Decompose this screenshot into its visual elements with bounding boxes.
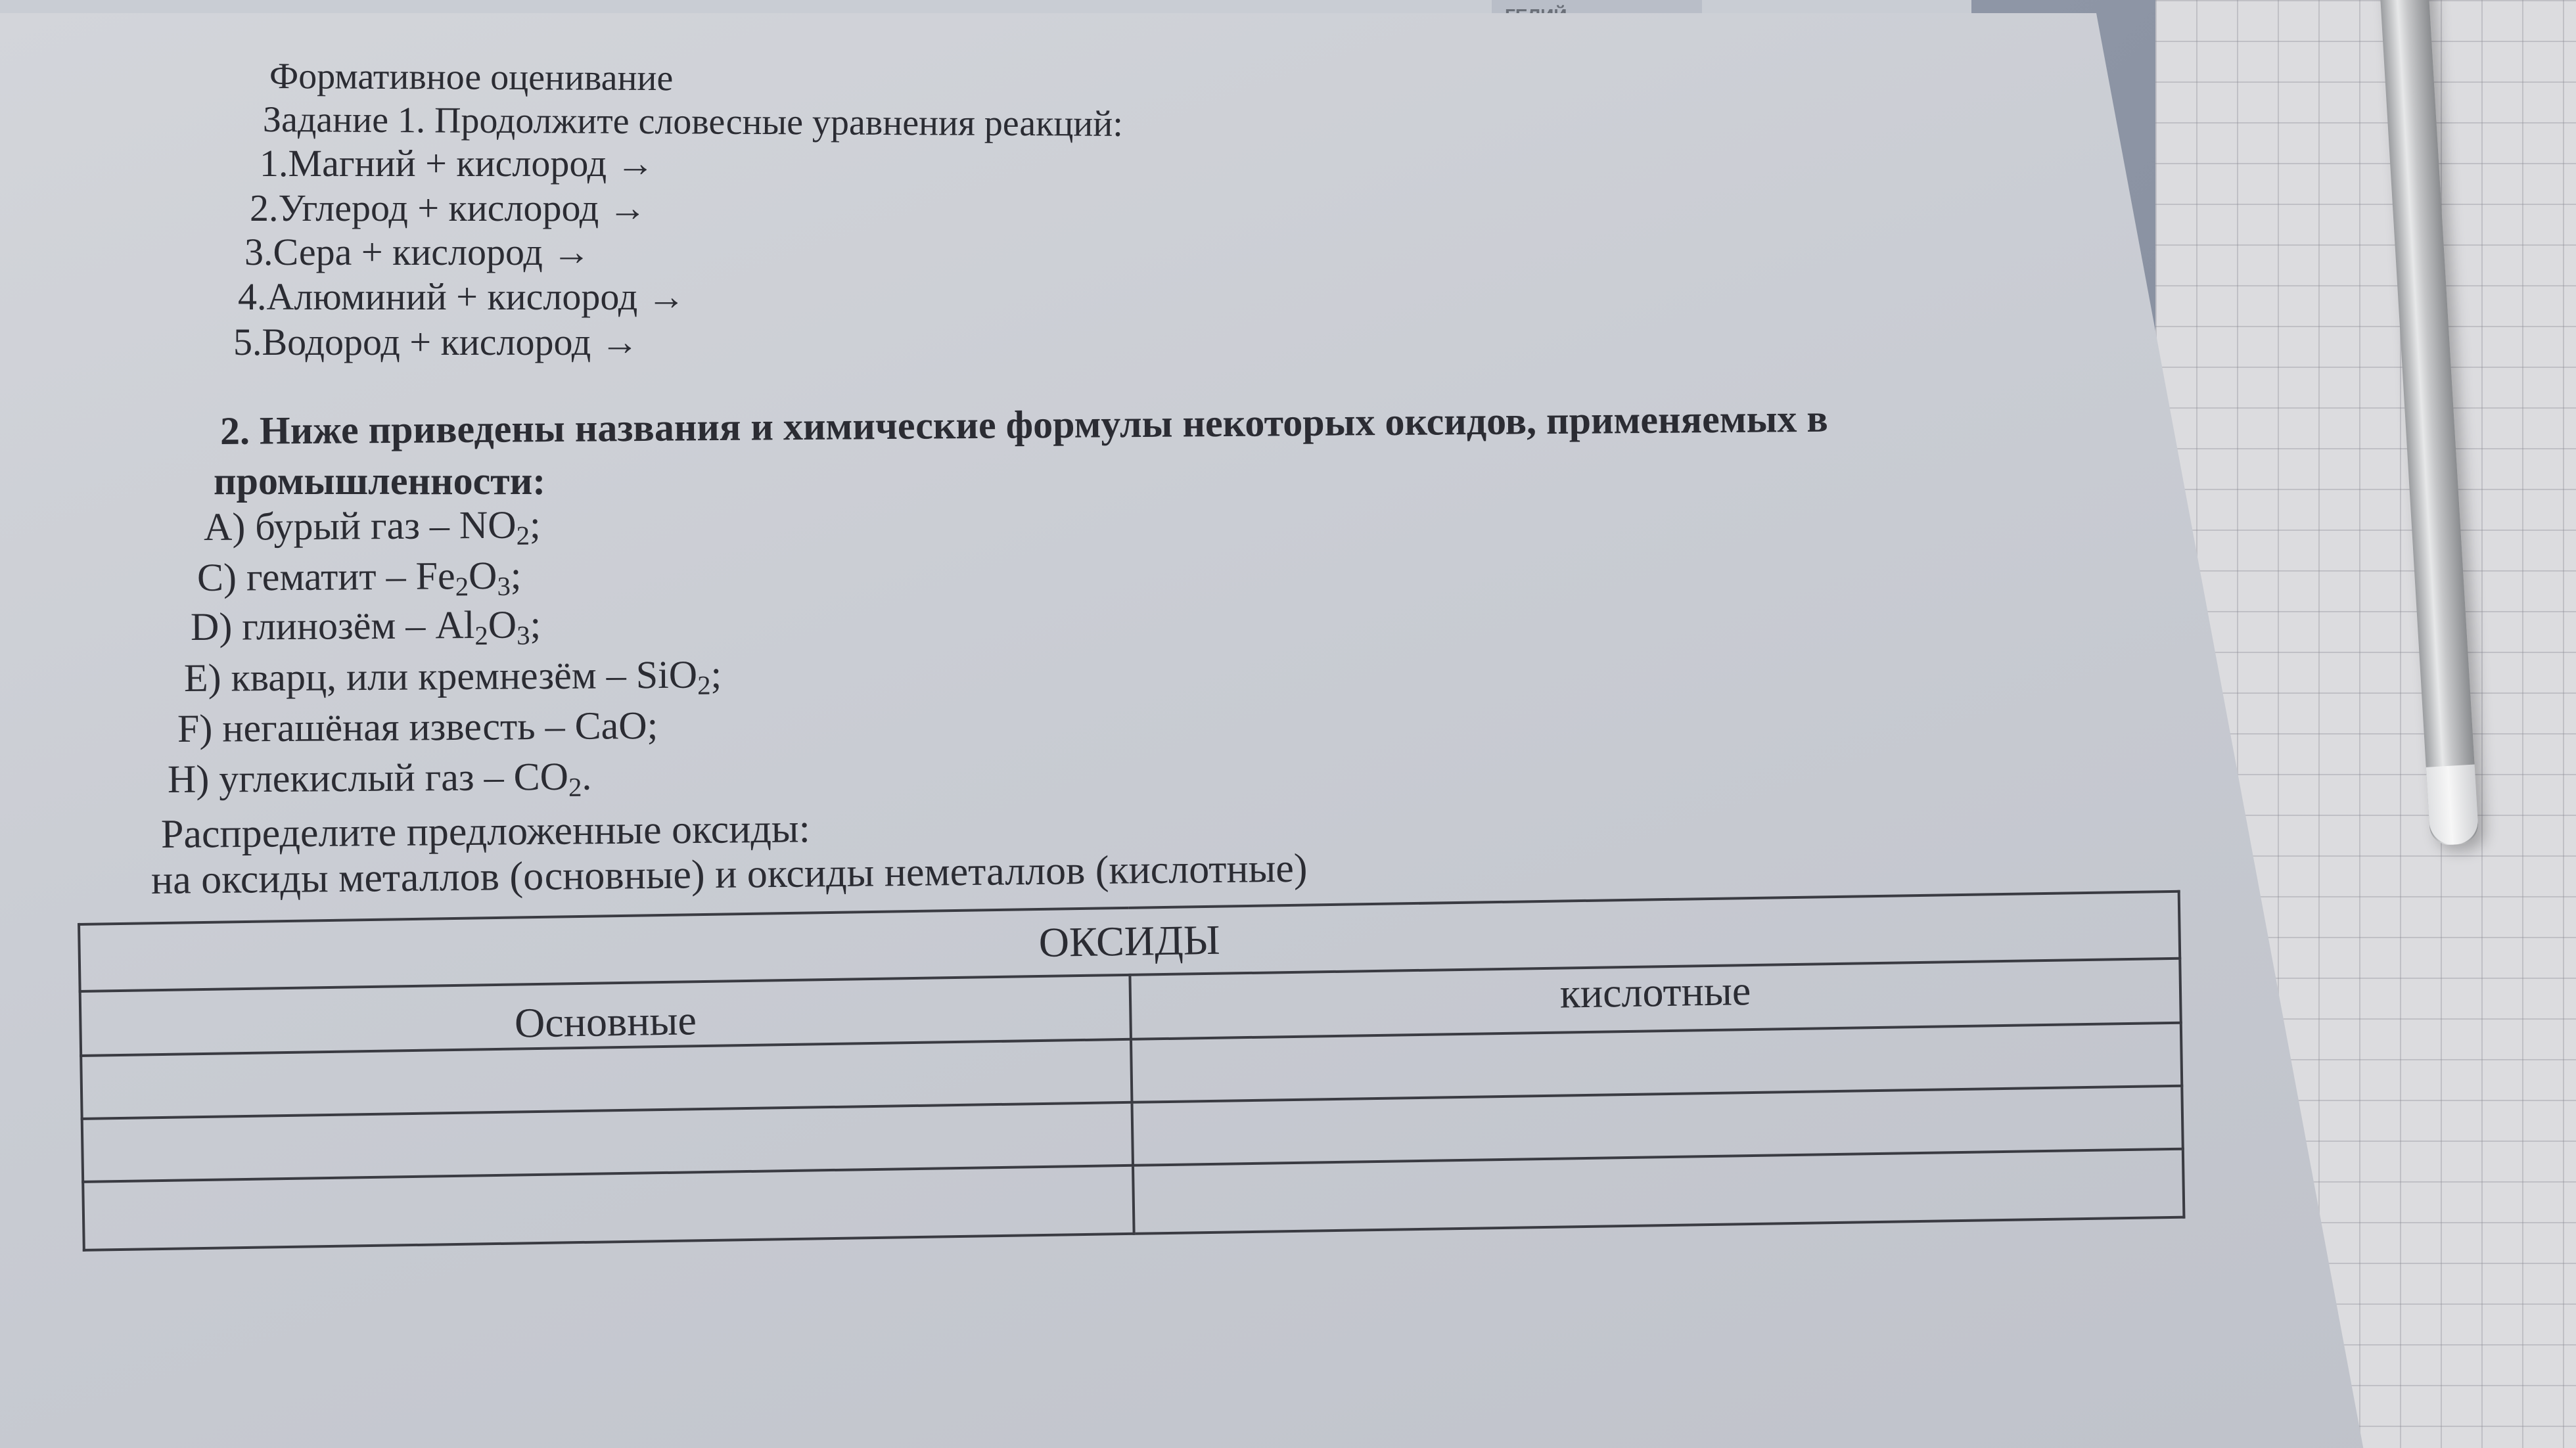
task1-item: 3.Сера + кислород → bbox=[244, 231, 591, 273]
oxide-formula bbox=[574, 704, 658, 748]
formula-text: ; bbox=[510, 553, 522, 597]
formula-text: NO bbox=[459, 503, 517, 547]
oxide-name: E) кварц, или кремнезём – bbox=[183, 653, 636, 700]
formula-subscript: 2 bbox=[568, 772, 582, 802]
formula-text: ; bbox=[710, 652, 722, 696]
formula-text: . bbox=[582, 754, 592, 798]
formula-subscript: 2 bbox=[474, 621, 488, 651]
formula-text: ; bbox=[529, 503, 541, 547]
formula-text: ; bbox=[530, 602, 541, 646]
oxides-table-wrapper bbox=[78, 890, 2186, 1291]
formula-text: O bbox=[488, 602, 517, 646]
oxide-name: H) углекислый газ – bbox=[167, 755, 514, 801]
worksheet-title: Формативное оценивание bbox=[269, 56, 674, 99]
table-title: ОКСИДЫ bbox=[79, 892, 2180, 991]
oxide-item bbox=[184, 652, 722, 704]
formula-subscript: 2 bbox=[697, 670, 711, 700]
oxide-item bbox=[177, 703, 658, 752]
column-header-basic: Основные bbox=[80, 975, 1131, 1056]
oxide-formula bbox=[435, 602, 541, 651]
formula-subscript: 2 bbox=[516, 520, 530, 551]
oxide-name: D) глинозём – bbox=[190, 603, 436, 648]
distribute-instruction: Распределите предложенные оксиды: bbox=[160, 806, 811, 857]
formula-text: CO bbox=[513, 754, 569, 799]
formula-subscript: 2 bbox=[455, 572, 469, 602]
oxides-table bbox=[78, 890, 2185, 1252]
oxide-name: F) негашёная известь – bbox=[177, 704, 575, 750]
formula-text: CaO; bbox=[574, 703, 658, 748]
task1-item: 2.Углерод + кислород → bbox=[250, 187, 647, 229]
task1-item: 1.Магний + кислород → bbox=[260, 142, 655, 185]
formula-text: SiO bbox=[635, 652, 698, 697]
formula-subscript: 3 bbox=[497, 571, 511, 602]
oxide-item bbox=[204, 502, 541, 553]
task1-item: 5.Водород + кислород → bbox=[233, 321, 639, 363]
formula-text: O bbox=[468, 553, 497, 598]
oxide-item bbox=[191, 602, 541, 653]
oxide-formula bbox=[459, 503, 541, 551]
oxide-item bbox=[168, 754, 592, 805]
oxide-item bbox=[197, 553, 522, 604]
task2-heading-line1: 2. Ниже приведены названия и химические формулы некоторых оксидов, применяемых в bbox=[219, 396, 1829, 453]
task1-heading: Задание 1. Продолжите словесные уравнения реакций: bbox=[262, 99, 1124, 145]
formula-text: Fe bbox=[415, 554, 455, 598]
formula-subscript: 3 bbox=[517, 620, 530, 650]
oxide-formula bbox=[513, 754, 592, 802]
oxide-formula bbox=[415, 553, 522, 602]
oxide-formula bbox=[635, 652, 722, 700]
oxide-name: C) гематит – bbox=[196, 554, 416, 599]
task2-heading-line2: промышленности: bbox=[214, 459, 546, 503]
distribute-categories: на оксиды металлов (основные) и оксиды неметаллов (кислотные) bbox=[150, 846, 1308, 903]
column-header-acidic: кислотные bbox=[1130, 959, 2180, 1039]
task1-item: 4.Алюминий + кислород → bbox=[238, 275, 685, 318]
formula-text: Al bbox=[435, 602, 475, 647]
oxide-name: A) бурый газ – bbox=[203, 503, 460, 549]
